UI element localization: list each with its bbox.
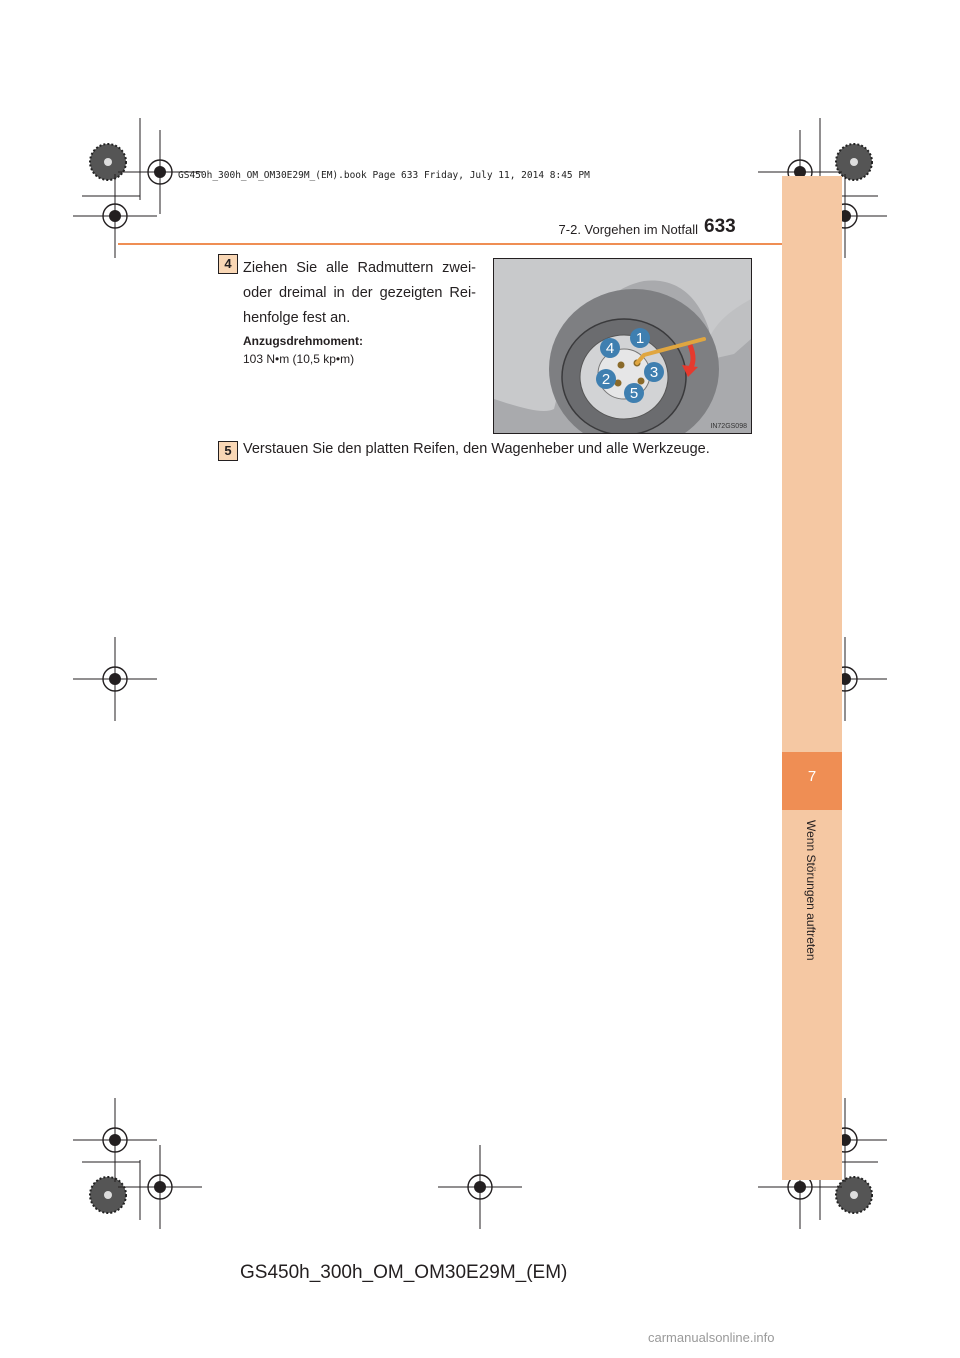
nut-3 bbox=[638, 378, 645, 385]
nut-label-2: 2 bbox=[601, 371, 611, 388]
wheel-nut-figure bbox=[493, 258, 752, 434]
chapter-title-vertical bbox=[782, 820, 842, 980]
nut-label-5: 5 bbox=[629, 385, 639, 402]
torque-value: 103 N•m (10,5 kp•m) bbox=[243, 352, 355, 366]
footer-model: GS450h_300h_OM_OM30E29M_(EM) bbox=[240, 1262, 568, 1283]
section-title: 7-2. Vorgehen im Notfall bbox=[558, 222, 698, 237]
step-5-text: Verstauen Sie den platten Reifen, den Wagenheber und alle Werkzeuge. bbox=[243, 441, 710, 457]
step-4-badge: 4 bbox=[218, 254, 238, 274]
nut-label-4: 4 bbox=[605, 340, 615, 357]
chapter-side-band bbox=[782, 176, 842, 1180]
chapter-number: 7 bbox=[807, 768, 817, 785]
nut-label-1: 1 bbox=[635, 330, 645, 347]
wheel-illustration bbox=[494, 259, 751, 433]
torque-label: Anzugsdrehmoment: bbox=[243, 334, 363, 348]
nut-label-3: 3 bbox=[649, 364, 659, 381]
nut-4 bbox=[618, 362, 625, 369]
step-5-badge: 5 bbox=[218, 441, 238, 461]
book-info-line: GS450h_300h_OM_OM30E29M_(EM).book Page 633 Friday, July 11, 2014 8:45 PM bbox=[178, 170, 590, 181]
header-rule bbox=[118, 243, 782, 245]
rotation-arrow bbox=[690, 345, 693, 369]
chapter-title: Wenn Störungen auftreten bbox=[804, 820, 818, 961]
page-number: 633 bbox=[704, 216, 736, 237]
watermark: carmanualsonline.info bbox=[648, 1330, 775, 1345]
figure-code: IN72GS098 bbox=[710, 423, 747, 430]
step-4-text: Ziehen Sie alle Radmuttern zwei- oder dreimal in der gezeigten Rei- henfolge fest an. bbox=[243, 260, 476, 326]
